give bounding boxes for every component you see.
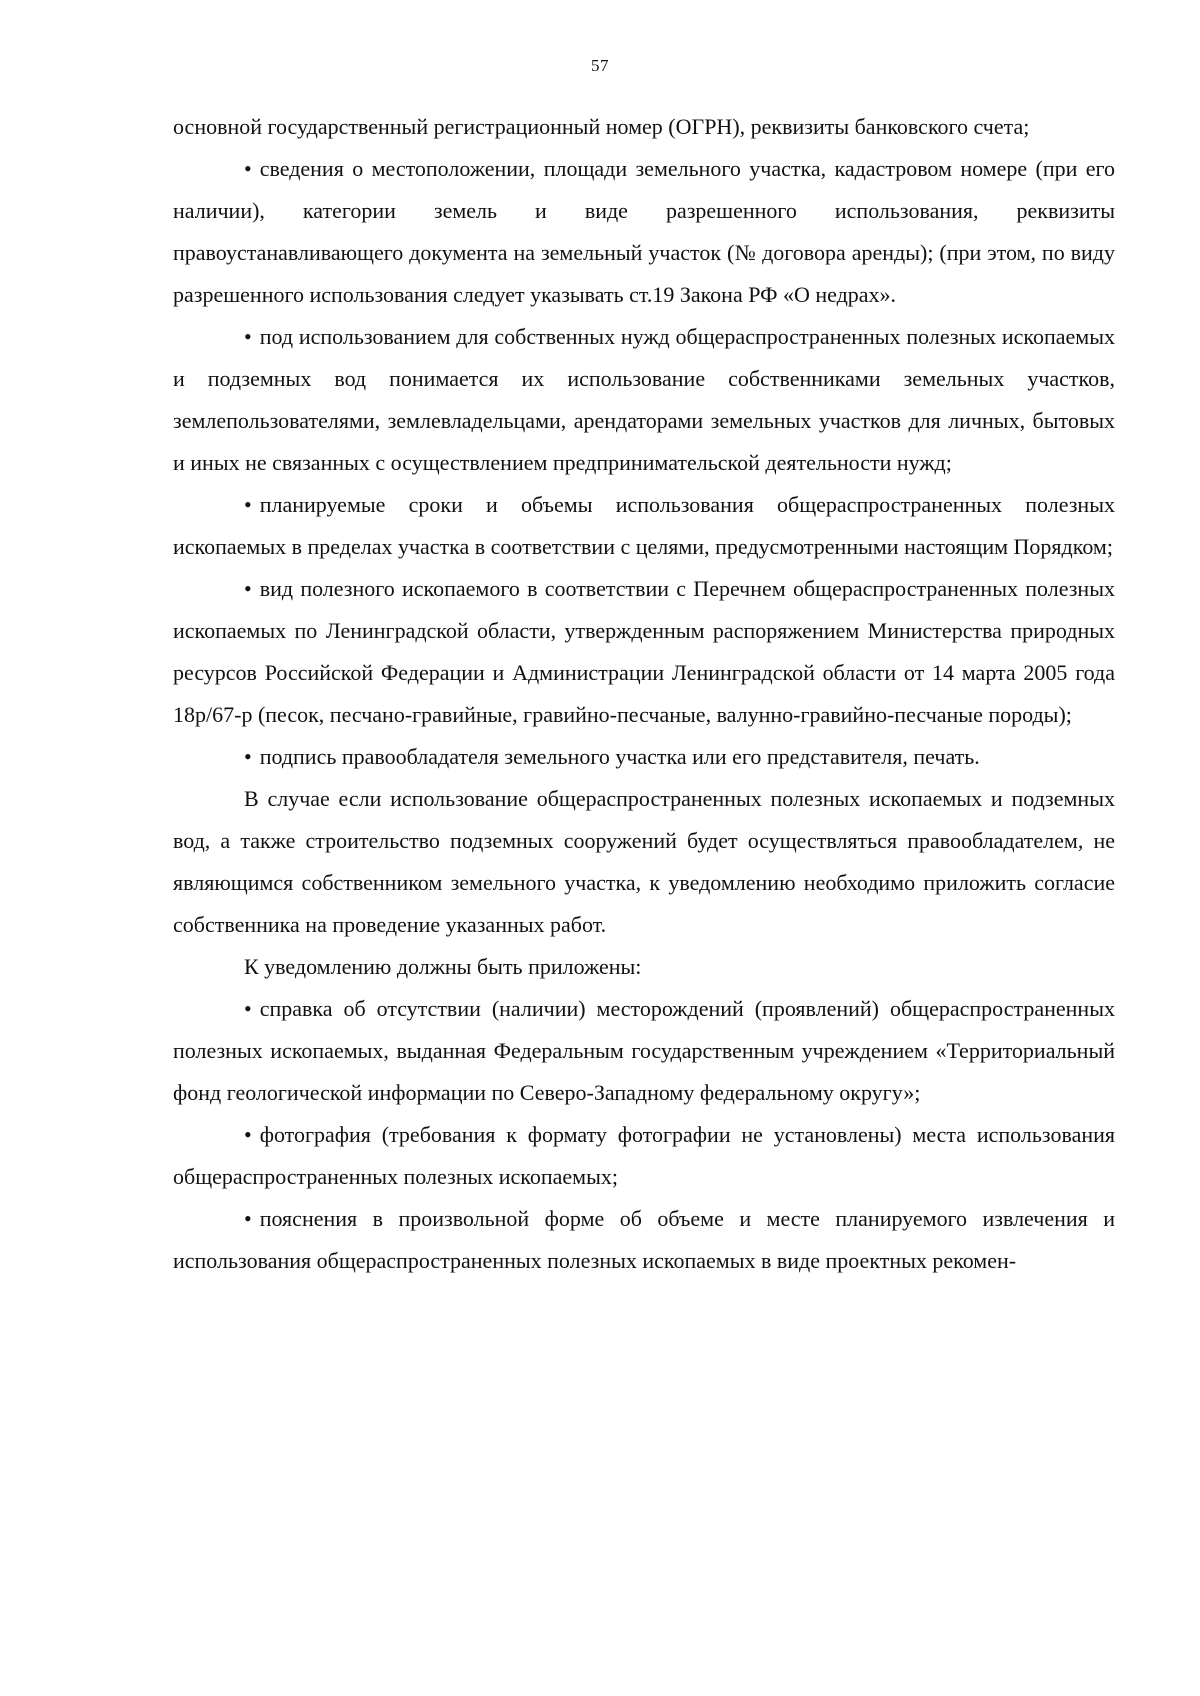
paragraph-continuation: основной государственный регистрационный номер (ОГРН), реквизиты банковского счета; (173, 114, 1030, 139)
document-body (173, 106, 1115, 1282)
bullet-icon: • (244, 1122, 252, 1147)
bullet-icon: • (244, 156, 252, 181)
bullet-item: • сведения о местоположении, площади земельного участка, кадастровом номере (при его наличии), категории земель и виде разрешенного использования, реквизиты правоустанавливающего документа на земельный участок (№ договора аренды); (при этом, по виду разрешенного использования следует указывать ст.19 Закона РФ «О недрах». (173, 148, 1115, 316)
paragraph: К уведомлению должны быть приложены: (244, 954, 642, 979)
bullet-item: • под использованием для собственных нужд общераспространенных полезных ископаемых и подземных вод понимается их использование собственниками земельных участков, землепользователями, землевладельцами, арендаторами земельных участков для личных, бытовых и иных не связанных с осуществлением предпринимательской деятельности нужд; (173, 316, 1115, 484)
bullet-icon: • (244, 744, 252, 769)
bullet-item: • вид полезного ископаемого в соответствии с Перечнем общераспространенных полезных ископаемых по Ленинградской области, утвержденным распоряжением Министерства природных ресурсов Российской Федерации и Администрации Ленинградской области от 14 марта 2005 года 18р/67-р (песок, песчано-гравийные, гравийно-песчаные, валунно-гравийно-песчаные породы); (173, 568, 1115, 736)
bullet-icon: • (244, 492, 252, 517)
bullet-item: • пояснения в произвольной форме об объеме и месте планируемого извлечения и использования общераспространенных полезных ископаемых в виде проектных рекомен- (173, 1198, 1115, 1282)
bullet-item: • справка об отсутствии (наличии) месторождений (проявлений) общераспространенных полезных ископаемых, выданная Федеральным государственным учреждением «Территориальный фонд геологической информации по Северо-Западному федеральному округу»; (173, 988, 1115, 1114)
bullet-item: • планируемые сроки и объемы использования общераспространенных полезных ископаемых в пределах участка в соответствии с целями, предусмотренными настоящим Порядком; (173, 484, 1115, 568)
bullet-icon: • (244, 324, 252, 349)
paragraph: В случае если использование общераспространенных полезных ископаемых и подземных вод, а также строительство подземных сооружений будет осуществляться правообладателем, не являющимся собственником земельного участка, к уведомлению необходимо приложить согласие собственника на проведение указанных работ. (173, 786, 1115, 937)
bullet-item: • фотография (требования к формату фотографии не установлены) места использования общераспространенных полезных ископаемых; (173, 1114, 1115, 1198)
bullet-item: • подпись правообладателя земельного участка или его представителя, печать. (173, 736, 1115, 778)
bullet-icon: • (244, 1206, 252, 1231)
page-number: 57 (591, 56, 609, 75)
bullet-icon: • (244, 576, 252, 601)
bullet-icon: • (244, 996, 252, 1021)
